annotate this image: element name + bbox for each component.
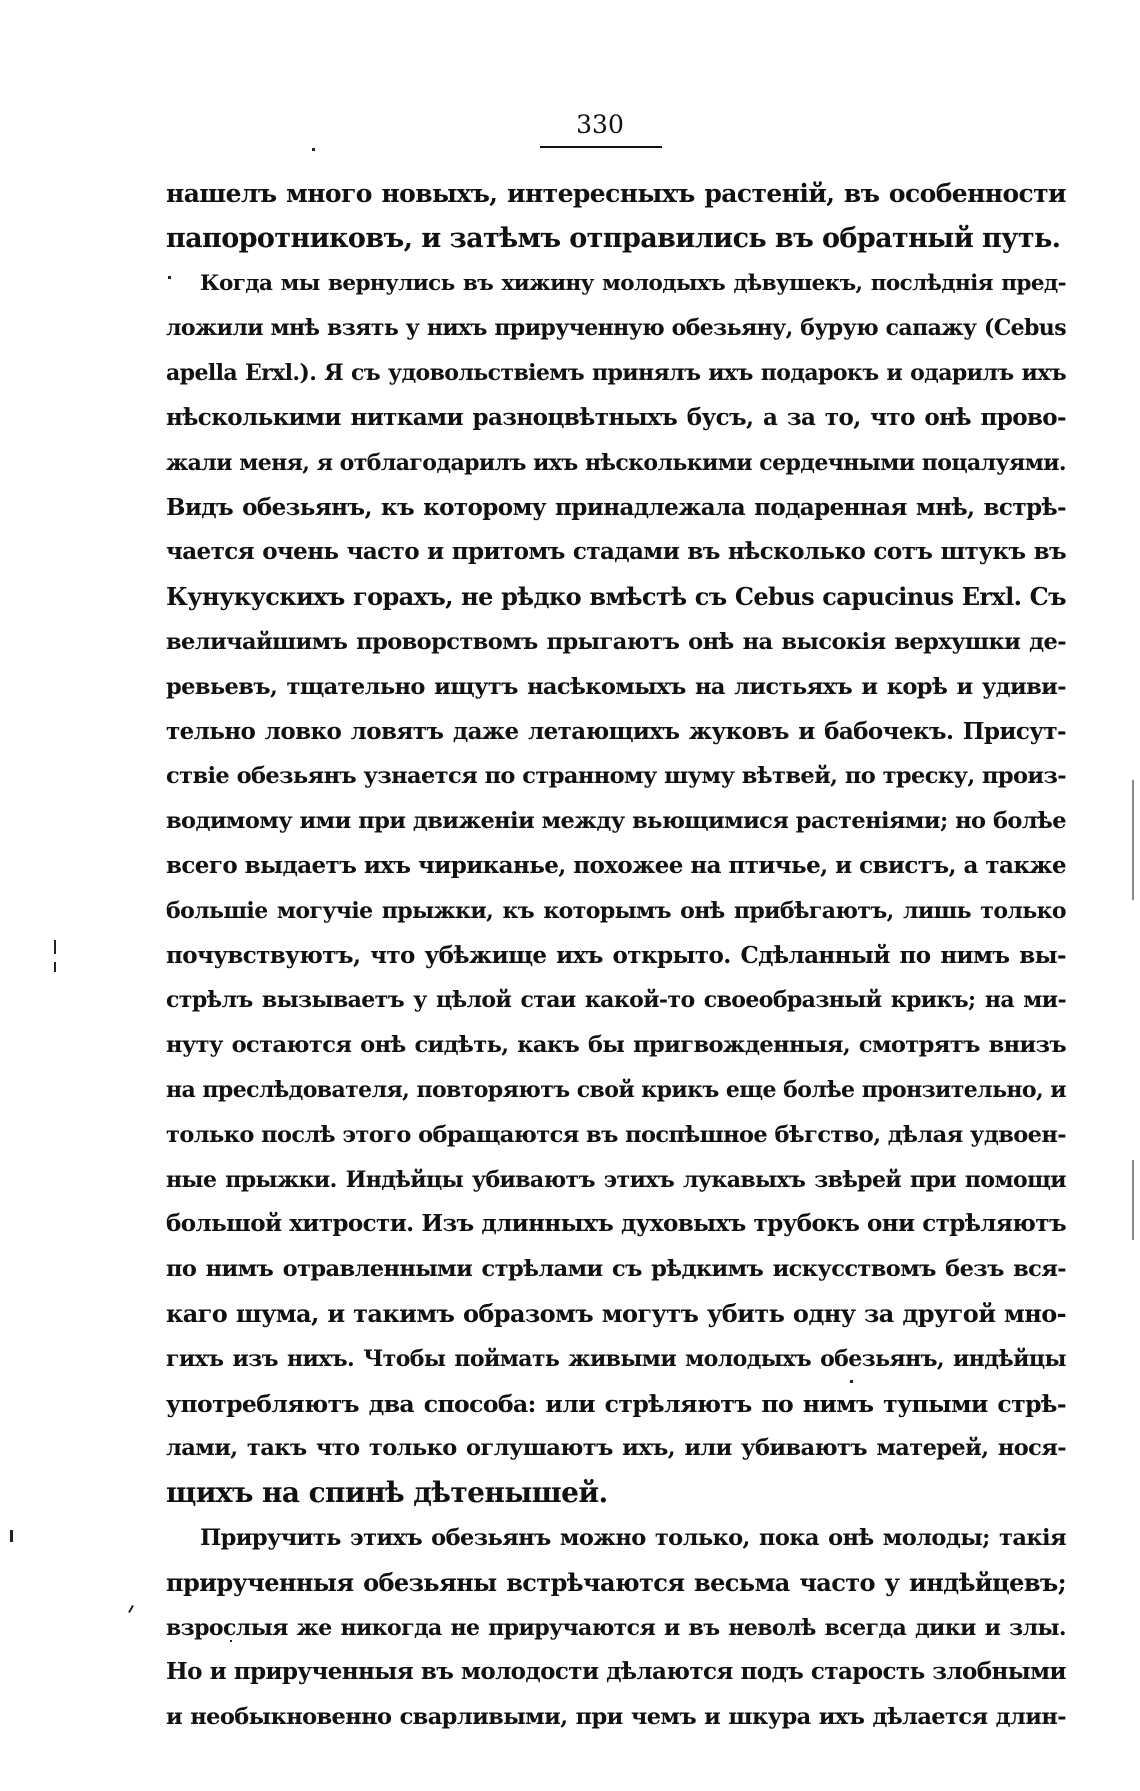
text-line: величайшимъ проворствомъ прыгаютъ онѣ на высокія верхушки де-	[166, 628, 1066, 655]
text-line: Но и прирученныя въ молодости дѣлаются подъ старость злобными	[166, 1658, 1066, 1686]
text-line: всего выдаетъ ихъ чириканье, похожее на птичье, и свистъ, а также	[166, 851, 1066, 879]
text-line: Видъ обезьянъ, къ которому принадлежала подаренная мнѣ, встрѣ-	[166, 493, 1066, 521]
scan-speck	[1132, 780, 1134, 900]
paragraph-1	[166, 172, 1066, 262]
scan-speck	[168, 276, 171, 279]
text-line: ные прыжки. Индѣйцы убиваютъ этихъ лукавыхъ звѣрей при помощи	[166, 1166, 1066, 1193]
text-line: тельно ловко ловятъ даже летающихъ жуковъ и бабочекъ. Присут-	[166, 717, 1066, 745]
scan-speck	[54, 962, 56, 972]
paragraph-3	[166, 1516, 1066, 1740]
page-number: 330	[576, 110, 624, 139]
text-line: щихъ на спинѣ дѣтенышей.	[166, 1476, 608, 1510]
scan-speck	[312, 148, 315, 151]
text-line: на преслѣдователя, повторяютъ свой крикъ еще болѣе пронзительно, и	[166, 1076, 1066, 1103]
text-line: взрослыя же никогда не приручаются и въ неволѣ всегда дики и злы.	[166, 1614, 1066, 1641]
text-line: ревьевъ, тщательно ищутъ насѣкомыхъ на листьяхъ и корѣ и удиви-	[166, 673, 1066, 700]
text-line: нашелъ много новыхъ, интересныхъ растеній, въ особенности	[166, 179, 1066, 208]
text-line: ствіе обезьянъ узнается по странному шуму вѣтвей, по треску, произ-	[166, 763, 1066, 790]
body-text	[166, 172, 1066, 1740]
scan-speck	[850, 1380, 853, 1383]
text-line: Приручить этихъ обезьянъ можно только, пока онѣ молоды; такія	[200, 1524, 1066, 1551]
text-line: нуту остаются онѣ сидѣть, какъ бы пригвожденныя, смотрятъ внизъ	[166, 1032, 1066, 1059]
scan-speck	[128, 1605, 134, 1613]
text-line: папоротниковъ, и затѣмъ отправились въ обратный путь.	[166, 222, 1061, 254]
text-line: стрѣлъ вызываетъ у цѣлой стаи какой-то своеобразный крикъ; на ми-	[166, 987, 1066, 1014]
text-line: чается очень часто и притомъ стадами въ нѣсколько сотъ штукъ въ	[166, 538, 1066, 566]
text-line: только послѣ этого обращаются въ поспѣшное бѣгство, дѣлая удвоен-	[166, 1121, 1066, 1148]
text-line: по нимъ отравленными стрѣлами съ рѣдкимъ искусствомъ безъ вся-	[166, 1256, 1066, 1283]
scan-speck	[54, 940, 56, 954]
text-line: большіе могучіе прыжки, къ которымъ онѣ прибѣгаютъ, лишь только	[166, 897, 1066, 924]
text-line: ложили мнѣ взять у нихъ прирученную обезьяну, бурую сапажу (Cebus	[166, 315, 1066, 342]
text-line: apella Erxl.). Я съ удовольствіемъ принялъ ихъ подарокъ и одарилъ ихъ	[166, 360, 1066, 387]
page-number-rule	[540, 146, 662, 148]
scan-speck	[1132, 1160, 1134, 1240]
text-line: Когда мы вернулись въ хижину молодыхъ дѣвушекъ, послѣднія пред-	[200, 270, 1066, 296]
text-line: употребляютъ два способа: или стрѣляютъ по нимъ тупыми стрѣ-	[166, 1389, 1066, 1418]
scan-speck	[230, 1640, 232, 1642]
text-line: почувствуютъ, что убѣжище ихъ открыто. Сдѣланный по нимъ вы-	[166, 941, 1066, 969]
text-line: и необыкновенно сварливыми, при чемъ и шкура ихъ дѣлается длин-	[166, 1704, 1066, 1731]
text-line: прирученныя обезьяны встрѣчаются весьма часто у индѣйцевъ;	[166, 1567, 1066, 1597]
text-line: Кунукускихъ горахъ, не рѣдко вмѣстѣ съ Cebus capucinus Erxl. Съ	[166, 582, 1066, 612]
text-line: большой хитрости. Изъ длинныхъ духовыхъ трубокъ они стрѣляютъ	[166, 1210, 1066, 1238]
text-line: водимому ими при движеніи между вьющимися растеніями; но болѣе	[166, 808, 1066, 835]
text-line: гихъ изъ нихъ. Чтобы поймать живыми молодыхъ обезьянъ, индѣйцы	[166, 1345, 1066, 1372]
text-line: нѣсколькими нитками разноцвѣтныхъ бусъ, а за то, что онѣ прово-	[166, 403, 1066, 431]
text-line: жали меня, я отблагодарилъ ихъ нѣсколькими сердечными поцалуями.	[166, 449, 1066, 476]
scan-speck	[10, 1530, 13, 1542]
paragraph-2	[166, 262, 1066, 1516]
text-line: лами, такъ что только оглушаютъ ихъ, или убиваютъ матерей, нося-	[166, 1435, 1066, 1462]
text-line: каго шума, и такимъ образомъ могутъ убить одну за другой мно-	[166, 1298, 1066, 1328]
